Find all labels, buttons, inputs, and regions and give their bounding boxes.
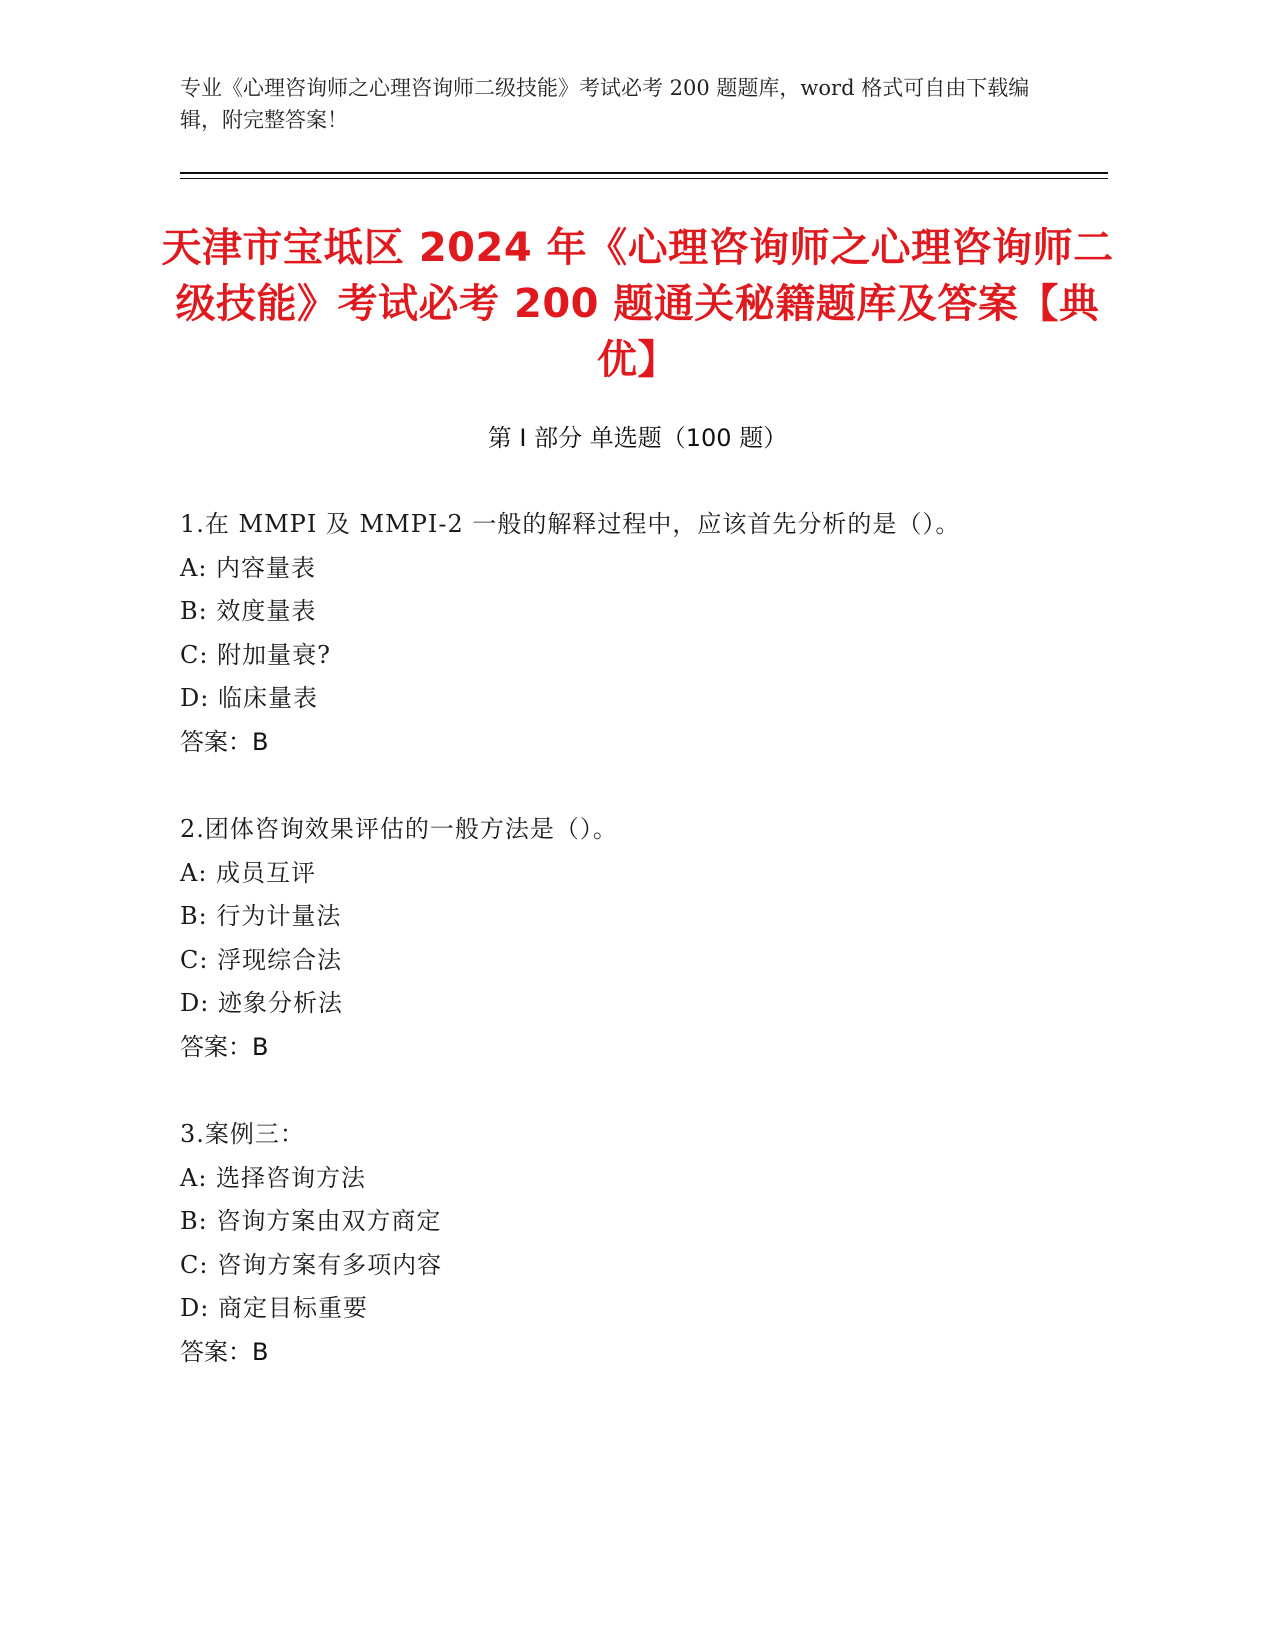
option-b: B: 咨询方案由双方商定 — [180, 1207, 442, 1235]
question-3 — [180, 1113, 1080, 1374]
option-c: C: 咨询方案有多项内容 — [180, 1250, 443, 1279]
option-b: B: 行为计量法 — [180, 902, 342, 930]
document-title: 天津市宝坻区 2024 年《心理咨询师之心理咨询师二级技能》考试必考 200 题通关秘籍题库及答案【典优】 — [161, 225, 1114, 383]
option-c: C: 浮现综合法 — [180, 945, 343, 974]
question-1 — [180, 503, 1080, 764]
option-b: B: 效度量表 — [180, 597, 317, 625]
option-a: A: 选择咨询方法 — [180, 1163, 367, 1192]
section-title: 第 I 部分 单选题（100 题） — [487, 424, 788, 452]
answer: 答案：B — [180, 1337, 269, 1366]
header-note: 专业《心理咨询师之心理咨询师二级技能》考试必考 200 题题库，word 格式可自由下载编辑，附完整答案！ — [180, 76, 1030, 132]
header-divider-thin — [180, 178, 1108, 179]
answer: 答案：B — [180, 727, 269, 756]
option-d: D: 迹象分析法 — [180, 989, 343, 1017]
option-d: D: 临床量表 — [180, 684, 318, 712]
option-d: D: 商定目标重要 — [180, 1294, 368, 1322]
question-stem: 3.案例三： — [180, 1120, 305, 1148]
option-c: C: 附加量衰? — [180, 640, 331, 669]
option-a: A: 内容量表 — [180, 553, 317, 582]
header-divider-thick — [180, 172, 1108, 174]
answer: 答案：B — [180, 1032, 269, 1061]
question-stem: 1.在 MMPI 及 MMPI-2 一般的解释过程中，应该首先分析的是（）。 — [180, 510, 961, 538]
question-stem: 2.团体咨询效果评估的一般方法是（）。 — [180, 815, 618, 843]
question-2 — [180, 808, 1080, 1069]
option-a: A: 成员互评 — [180, 858, 317, 887]
